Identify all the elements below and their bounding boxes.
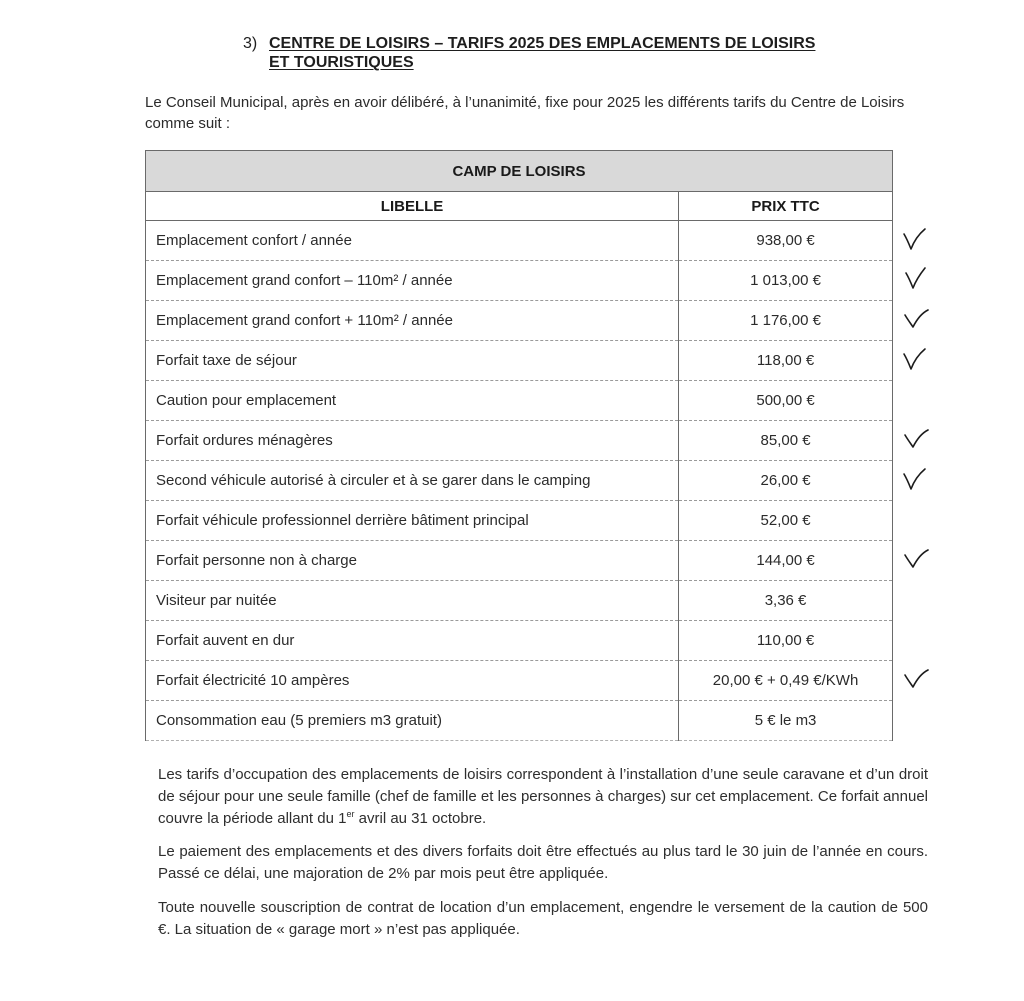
tariff-table xyxy=(145,150,893,741)
paragraph-occupation-text: Les tarifs d’occupation des emplacements de loisirs correspondent à l’installation d’une seule caravane et d’un droit de séjour pour une seule famille (chef de famille et les personnes à charges) sur cet emplacement. Ce forfait annuel couvre la période allant du 1 xyxy=(158,766,928,827)
row-libelle: Consommation eau (5 premiers m3 gratuit) xyxy=(146,701,679,741)
row-prix: 26,00 € xyxy=(679,461,893,501)
paragraph-occupation xyxy=(158,764,928,830)
row-prix: 1 013,00 € xyxy=(679,261,893,301)
row-prix: 5 € le m3 xyxy=(679,701,893,741)
section-heading xyxy=(243,34,815,72)
row-libelle: Second véhicule autorisé à circuler et à se garer dans le camping xyxy=(146,461,679,501)
row-prix: 1 176,00 € xyxy=(679,301,893,341)
table-body xyxy=(146,221,893,741)
column-header-libelle: LIBELLE xyxy=(146,192,679,221)
row-libelle: Forfait personne non à charge xyxy=(146,541,679,581)
row-libelle: Emplacement grand confort + 110m² / année xyxy=(146,301,679,341)
check-mark-icon xyxy=(901,347,927,371)
row-libelle: Emplacement grand confort – 110m² / année xyxy=(146,261,679,301)
row-prix: 20,00 € + 0,49 €/KWh xyxy=(679,661,893,701)
table-row xyxy=(146,461,893,501)
table-row xyxy=(146,501,893,541)
paragraph-occupation-end: avril au 31 octobre. xyxy=(354,810,487,827)
row-libelle: Caution pour emplacement xyxy=(146,381,679,421)
table-row xyxy=(146,341,893,381)
row-libelle: Visiteur par nuitée xyxy=(146,581,679,621)
table-row xyxy=(146,621,893,661)
check-mark-icon xyxy=(903,307,929,331)
table-row xyxy=(146,301,893,341)
intro-paragraph: Le Conseil Municipal, après en avoir délibéré, à l’unanimité, fixe pour 2025 les différents tarifs du Centre de Loisirs comme suit : xyxy=(145,94,905,132)
table-title: CAMP DE LOISIRS xyxy=(146,151,893,192)
check-mark-icon xyxy=(903,427,929,451)
row-prix: 3,36 € xyxy=(679,581,893,621)
column-header-prix: PRIX TTC xyxy=(679,192,893,221)
table-row xyxy=(146,541,893,581)
paragraph-paiement: Le paiement des emplacements et des divers forfaits doit être effectués au plus tard le 30 juin de l’année en cours. Passé ce délai, une majoration de 2% par mois peut être appliquée. xyxy=(158,843,928,882)
row-prix: 500,00 € xyxy=(679,381,893,421)
row-libelle: Forfait auvent en dur xyxy=(146,621,679,661)
superscript-er: er xyxy=(346,809,355,819)
section-title-line2: ET TOURISTIQUES xyxy=(269,54,414,71)
table-row xyxy=(146,221,893,261)
check-mark-icon xyxy=(903,667,929,691)
row-prix: 110,00 € xyxy=(679,621,893,661)
check-mark-icon xyxy=(902,267,928,291)
row-prix: 52,00 € xyxy=(679,501,893,541)
table-row xyxy=(146,701,893,741)
paragraph-souscription: Toute nouvelle souscription de contrat de location d’un emplacement, engendre le versement de la caution de 500 €. La situation de « garage mort » n’est pas appliquée. xyxy=(158,899,928,938)
row-libelle: Forfait taxe de séjour xyxy=(146,341,679,381)
table-row xyxy=(146,381,893,421)
table-row xyxy=(146,421,893,461)
row-prix: 118,00 € xyxy=(679,341,893,381)
table-row xyxy=(146,661,893,701)
table-row xyxy=(146,581,893,621)
row-libelle: Forfait ordures ménagères xyxy=(146,421,679,461)
row-prix: 938,00 € xyxy=(679,221,893,261)
row-prix: 144,00 € xyxy=(679,541,893,581)
check-mark-icon xyxy=(901,227,927,251)
row-libelle: Emplacement confort / année xyxy=(146,221,679,261)
row-libelle: Forfait véhicule professionnel derrière bâtiment principal xyxy=(146,501,679,541)
section-number: 3) xyxy=(243,35,258,52)
check-mark-icon xyxy=(901,467,927,491)
row-libelle: Forfait électricité 10 ampères xyxy=(146,661,679,701)
check-mark-icon xyxy=(903,547,929,571)
section-title-line1: CENTRE DE LOISIRS – TARIFS 2025 DES EMPLACEMENTS DE LOISIRS xyxy=(269,35,816,52)
table-row xyxy=(146,261,893,301)
row-prix: 85,00 € xyxy=(679,421,893,461)
